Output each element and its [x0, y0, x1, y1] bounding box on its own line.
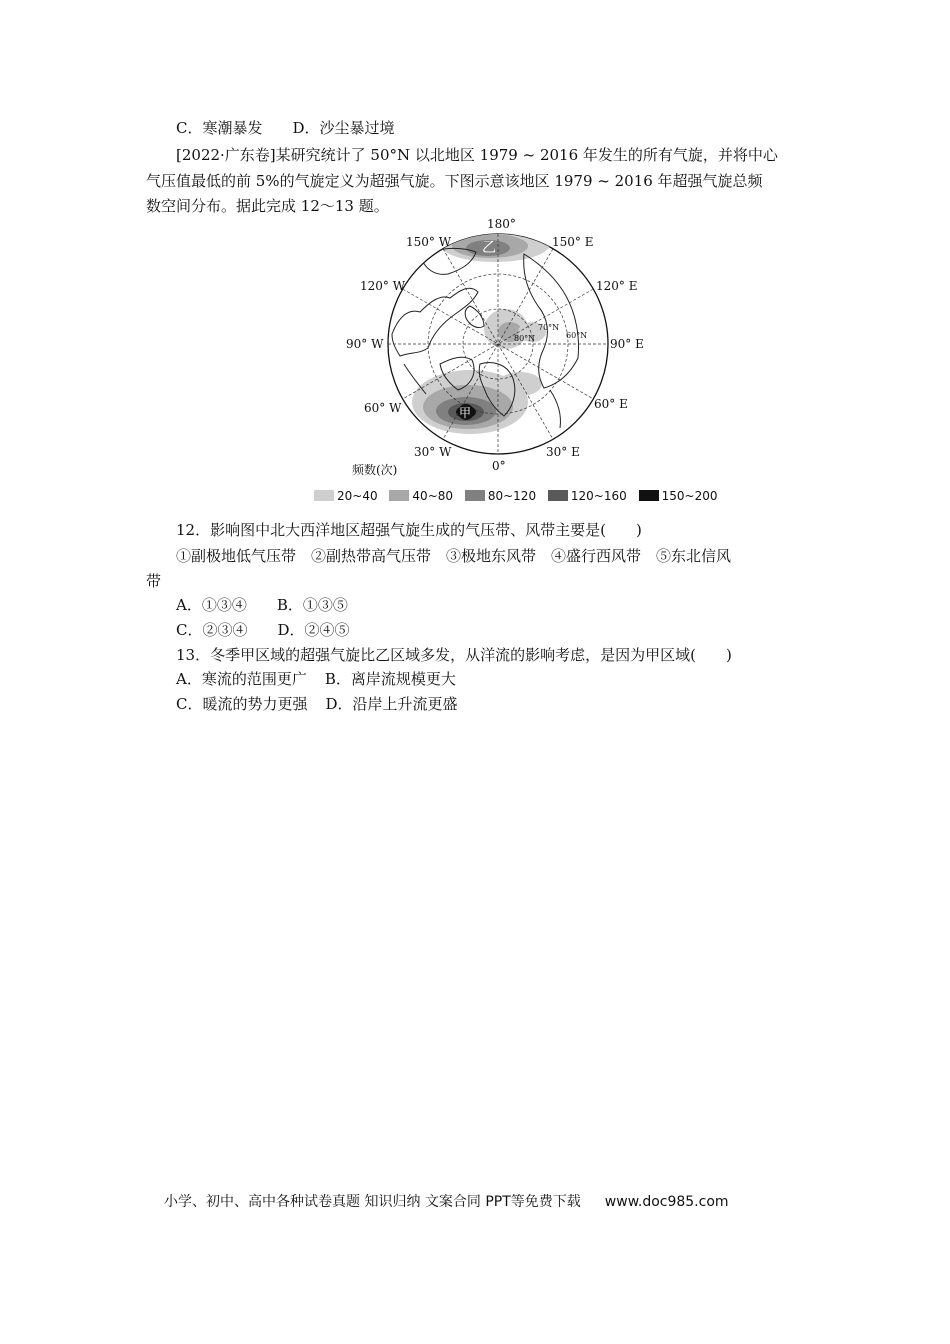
- label-lat70: 70°N: [538, 323, 560, 332]
- page-footer: [164, 1191, 729, 1211]
- label-120e: 120° E: [596, 279, 638, 293]
- legend-swatch-5: [639, 490, 659, 501]
- legend-swatch-2: [389, 490, 409, 501]
- polar-cyclone-map: [300, 214, 680, 514]
- q12-options-cd: [176, 620, 350, 640]
- q12-option-c[interactable]: C．②③④: [176, 621, 248, 639]
- q12-stem: 12．影响图中北大西洋地区超强气旋生成的气压带、风带主要是( ): [176, 521, 642, 539]
- label-lat60: 60°N: [566, 331, 588, 340]
- q12-items-line-1: ①副极地低气压带 ②副热带高气压带 ③极地东风带 ④盛行西风带 ⑤东北信风: [176, 547, 732, 565]
- q12-option-a[interactable]: A．①③④: [176, 596, 247, 614]
- map-svg: [300, 214, 680, 514]
- label-90e: 90° E: [610, 337, 644, 351]
- q13-options-ab: [176, 669, 456, 689]
- q12-options-ab: [176, 595, 348, 615]
- label-30w: 30° W: [414, 445, 452, 459]
- intro-line-2: 气压值最低的前 5%的气旋定义为超强气旋。下图示意该地区 1979 ~ 2016 年超强气旋总频: [146, 172, 763, 190]
- legend-swatch-3: [465, 490, 485, 501]
- intro-line-1: [2022·广东卷]某研究统计了 50°N 以北地区 1979 ~ 2016 年发生的所有气旋，并将中心: [176, 146, 778, 164]
- label-90w: 90° W: [346, 337, 384, 351]
- legend-swatch-1: [314, 490, 334, 501]
- label-150w: 150° W: [406, 235, 452, 249]
- map-legend: [314, 489, 725, 503]
- label-0: 0°: [492, 459, 506, 473]
- label-150e: 150° E: [552, 235, 594, 249]
- label-lat80: 80°N: [514, 334, 536, 343]
- region-yi-label: 乙: [482, 240, 496, 256]
- label-60w: 60° W: [364, 401, 402, 415]
- prev-option-d: D．沙尘暴过境: [292, 119, 395, 137]
- q13-option-b[interactable]: B．离岸流规模更大: [324, 670, 456, 688]
- q13-option-d[interactable]: D．沿岸上升流更盛: [325, 695, 458, 713]
- prev-option-c: C．寒潮暴发: [176, 119, 263, 137]
- legend-title: 频数(次): [352, 463, 398, 477]
- legend-item-2: 40~80: [389, 489, 453, 503]
- q13-option-c[interactable]: C．暖流的势力更强: [176, 695, 308, 713]
- legend-item-3: 80~120: [465, 489, 536, 503]
- q13-options-cd: [176, 694, 458, 714]
- legend-item-4: 120~160: [548, 489, 627, 503]
- legend-swatch-4: [548, 490, 568, 501]
- region-jia-label: 甲: [459, 406, 472, 420]
- legend-item-1: 20~40: [314, 489, 378, 503]
- footer-text: 小学、初中、高中各种试卷真题 知识归纳 文案合同 PPT等免费下载: [164, 1194, 581, 1210]
- legend-item-5: 150~200: [639, 489, 718, 503]
- q13-stem: 13．冬季甲区域的超强气旋比乙区域多发，从洋流的影响考虑，是因为甲区域( ): [176, 646, 732, 664]
- q13-option-a[interactable]: A．寒流的范围更广: [176, 670, 307, 688]
- label-30e: 30° E: [546, 445, 580, 459]
- intro-line-3: 数空间分布。据此完成 12～13 题。: [146, 197, 389, 215]
- prev-question-options: [176, 118, 395, 138]
- footer-url[interactable]: www.doc985.com: [604, 1194, 729, 1210]
- q12-option-d[interactable]: D．②④⑤: [277, 621, 350, 639]
- label-60e: 60° E: [594, 397, 628, 411]
- q12-items-line-2: 带: [146, 572, 162, 590]
- label-120w: 120° W: [360, 279, 406, 293]
- label-180: 180°: [487, 217, 516, 231]
- q12-option-b[interactable]: B．①③⑤: [276, 596, 348, 614]
